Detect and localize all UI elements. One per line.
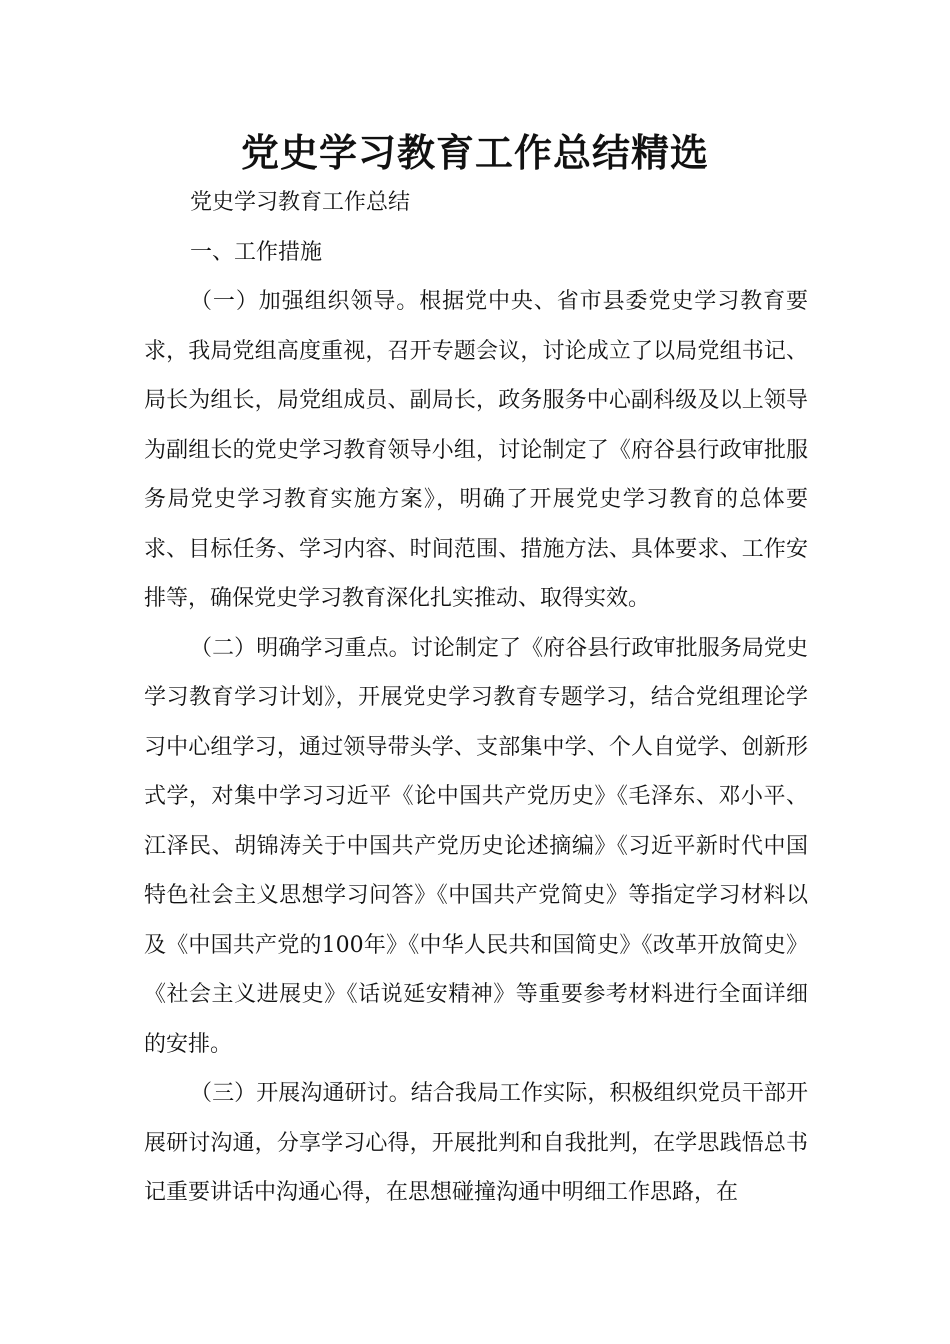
section-heading: 一、工作措施: [190, 239, 323, 265]
paragraph-study-focus: （二）明确学习重点。讨论制定了《府谷县行政审批服务局党史学习教育学习计划》，开展党史学习教育专题学习，结合党组理论学习中心组学习，通过领导带头学、支部集中学、个人自觉学、创新形式学，对集中学习习近平《论中国共产党历史》《毛泽东、邓小平、江泽民、胡锦涛关于中国共产党历史论述摘编》《习近平新时代中国特色社会主义思想学习问答》《中国共产党简史》等指定学习材料以及《中国共产党的100年》《中华人民共和国简史》《改革开放简史》《社会主义进展史》《话说延安精神》等重要参考材料进行全面详细的安排。: [144, 635, 808, 1057]
document-title: 党史学习教育工作总结精选: [240, 131, 709, 175]
paragraph-organization: （一）加强组织领导。根据党中央、省市县委党史学习教育要求，我局党组高度重视，召开专题会议，讨论成立了以局党组书记、局长为组长，局党组成员、副局长，政务服务中心副科级及以上领导为副组长的党史学习教育领导小组，讨论制定了《府谷县行政审批服务局党史学习教育实施方案》，明确了开展党史学习教育的总体要求、目标任务、学习内容、时间范围、措施方法、具体要求、工作安排等，确保党史学习教育深化扎实推动、取得实效。: [144, 289, 808, 611]
paragraph-discussion: （三）开展沟通研讨。结合我局工作实际，积极组织党员干部开展研讨沟通，分享学习心得，开展批判和自我批判，在学思践悟总书记重要讲话中沟通心得，在思想碰撞沟通中明细工作思路，在: [144, 1081, 808, 1205]
subtitle-paragraph: 党史学习教育工作总结: [190, 190, 411, 215]
document-body: [144, 178, 808, 1218]
